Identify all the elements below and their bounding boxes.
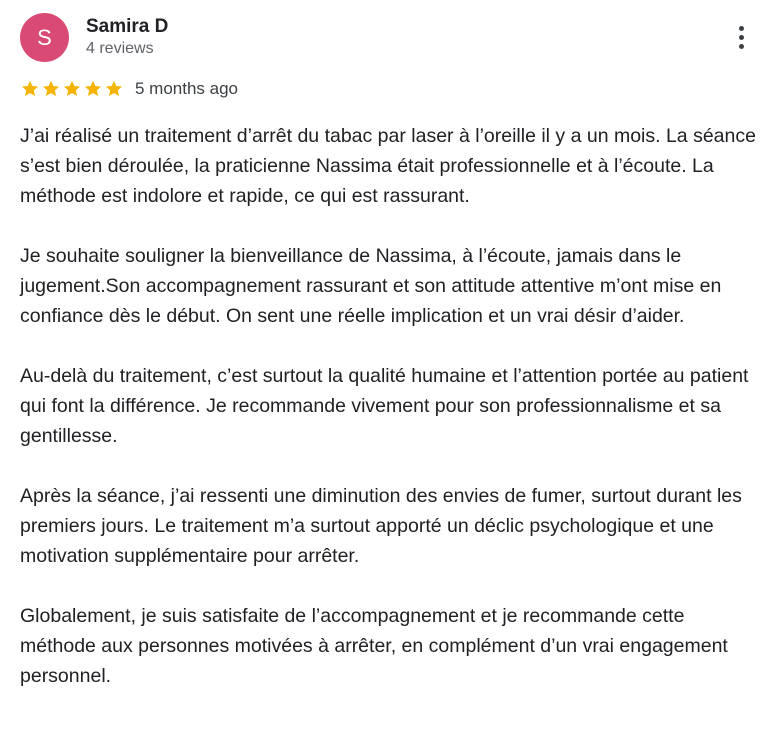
star-icon: [62, 79, 82, 99]
review-date: 5 months ago: [135, 79, 239, 98]
author-name[interactable]: Samira D: [86, 16, 169, 37]
review-paragraph: J’ai réalisé un traitement d’arrêt du tabac par laser à l’oreille il y a un mois. La séance s’est bien déroulée, la praticienne Nassima était professionnelle et à l’écoute. La méthode est indolore et rapide, ce qui est rassurant.: [20, 125, 756, 207]
review-paragraph: Globalement, je suis satisfaite de l’accompagnement et je recommande cette méthode aux personnes motivées à arrêter, en complément d’un vrai engagement personnel.: [20, 605, 728, 687]
star-icon: [20, 79, 40, 99]
more-vertical-icon: [739, 26, 744, 31]
review-paragraph: Au-delà du traitement, c’est surtout la qualité humaine et l’attention portée au patient qui font la différence. Je recommande vivement pour son professionnalisme et sa gentillesse.: [20, 365, 749, 447]
star-icon: [83, 79, 103, 99]
star-icon: [104, 79, 124, 99]
more-options-button[interactable]: [726, 17, 756, 57]
star-icon: [41, 79, 61, 99]
more-vertical-icon-dot: [739, 35, 744, 40]
more-vertical-icon-dot: [739, 44, 744, 49]
review-text: [20, 121, 758, 721]
review-header: [20, 13, 756, 63]
review-count[interactable]: 4 reviews: [86, 40, 154, 57]
star-rating: [20, 79, 124, 99]
avatar[interactable]: S: [20, 13, 69, 62]
rating-row: [20, 78, 238, 100]
review-paragraph: Après la séance, j’ai ressenti une diminution des envies de fumer, surtout durant les premiers jours. Le traitement m’a surtout apporté un déclic psychologique et une motivation supplémentaire pour arrêter.: [20, 485, 742, 567]
review-paragraph: Je souhaite souligner la bienveillance de Nassima, à l’écoute, jamais dans le jugement.Son accompagnement rassurant et son attitude attentive m’ont mise en confiance dès le début. On sent une réelle implication et un vrai désir d’aider.: [20, 245, 722, 327]
